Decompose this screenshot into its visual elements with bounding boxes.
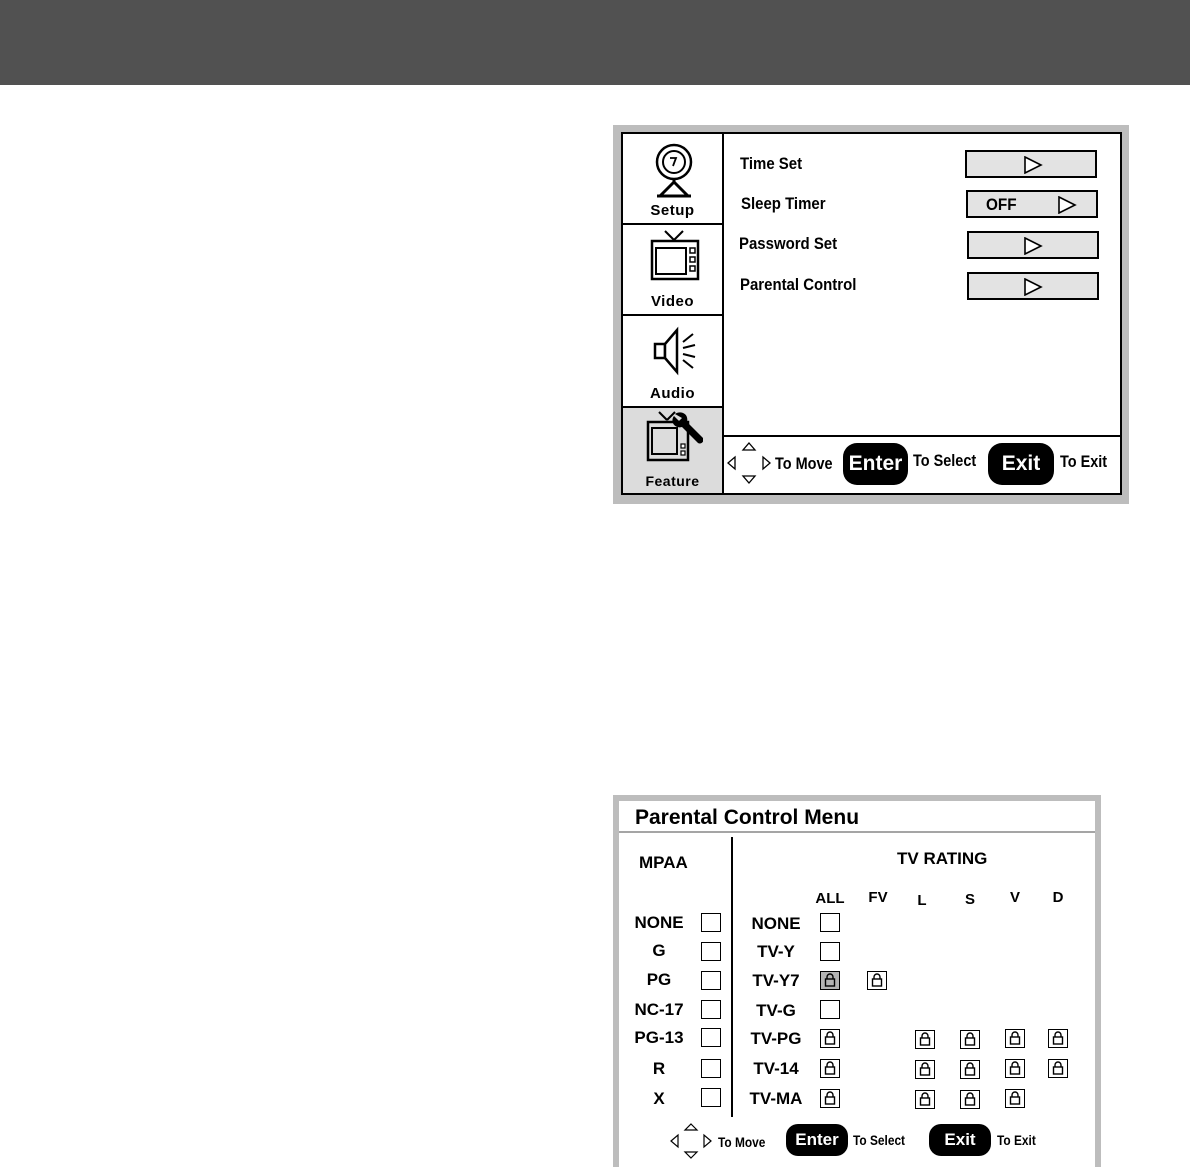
speaker-icon [645, 320, 703, 380]
tv-row-label: TV-MA [749, 1089, 803, 1108]
tv-lock-checkbox[interactable] [960, 1090, 980, 1109]
col-all: ALL [815, 890, 845, 907]
tv-lock-checkbox[interactable] [820, 1089, 840, 1108]
parental-title: Parental Control Menu [635, 806, 860, 829]
parental-menu-frame [613, 795, 1101, 1167]
mpaa-row-label: X [653, 1089, 665, 1108]
to-exit-text: To Exit [997, 1132, 1036, 1148]
tv-lock-checkbox[interactable] [1005, 1059, 1025, 1078]
to-select-text: To Select [913, 451, 977, 470]
mpaa-checkbox[interactable] [701, 1028, 721, 1047]
sleep-timer-label: Sleep Timer [741, 194, 826, 213]
padlock-icon [918, 1032, 932, 1046]
col-s: S [964, 891, 975, 908]
mpaa-row-label: G [652, 941, 666, 960]
tv-lock-checkbox[interactable] [915, 1060, 935, 1079]
to-select-text: To Select [853, 1132, 906, 1148]
tab-video[interactable] [623, 225, 722, 316]
padlock-icon [823, 1091, 837, 1105]
padlock-icon [1008, 1031, 1022, 1045]
padlock-icon [823, 973, 837, 987]
direction-arrows-icon [727, 441, 771, 485]
mpaa-checkbox[interactable] [701, 971, 721, 990]
tv-lock-checkbox[interactable] [820, 1059, 840, 1078]
feature-menu [621, 132, 1122, 495]
padlock-icon [823, 1061, 837, 1075]
tv-row-label: TV-Y7 [752, 971, 800, 990]
to-exit-text: To Exit [1060, 452, 1108, 471]
tv-lock-checkbox[interactable] [915, 1030, 935, 1049]
tv-row-label: TV-Y [757, 942, 795, 961]
mpaa-checkbox[interactable] [701, 1088, 721, 1107]
tv-row-label: TV-PG [750, 1029, 802, 1048]
col-l: L [917, 892, 927, 909]
padlock-icon [1051, 1031, 1065, 1045]
tab-audio[interactable] [623, 316, 722, 408]
col-d: D [1052, 889, 1064, 906]
padlock-icon [963, 1092, 977, 1106]
enter-button[interactable]: Enter [843, 443, 908, 485]
tv-lock-checkbox[interactable] [1005, 1029, 1025, 1048]
mpaa-row-label: R [652, 1059, 666, 1078]
col-v: V [1009, 889, 1020, 906]
sleep-timer-field[interactable] [966, 190, 1098, 218]
tv-lock-checkbox[interactable] [960, 1030, 980, 1049]
exit-button[interactable]: Exit [988, 443, 1054, 485]
mpaa-row-label: NONE [634, 913, 684, 932]
tab-setup-label: Setup [650, 202, 695, 219]
feature-help-bar [724, 435, 1120, 493]
tv-lock-checkbox[interactable] [867, 971, 887, 990]
parental-control-label: Parental Control [740, 275, 857, 294]
tv-row-label: NONE [751, 914, 801, 933]
play-arrow-icon [1023, 278, 1043, 296]
mpaa-checkbox[interactable] [701, 913, 721, 932]
play-arrow-icon [1057, 196, 1077, 214]
mpaa-row-label: PG [646, 970, 672, 989]
mpaa-row-label: PG-13 [634, 1028, 684, 1047]
tv-checkbox[interactable] [820, 942, 840, 961]
exit-button[interactable]: Exit [929, 1124, 991, 1156]
enter-button[interactable]: Enter [786, 1124, 848, 1156]
tv-lock-checkbox[interactable] [915, 1090, 935, 1109]
to-move-text: To Move [775, 454, 833, 473]
tab-setup[interactable] [623, 134, 722, 225]
feature-menu-frame [613, 125, 1129, 504]
tv-rating-header: TV RATING [897, 849, 988, 868]
mpaa-row-label: NC-17 [634, 1000, 684, 1019]
direction-arrows-icon [669, 1123, 713, 1159]
tv-lock-checkbox[interactable] [1048, 1059, 1068, 1078]
menu-tabs [623, 134, 724, 493]
padlock-icon [823, 1031, 837, 1045]
password-set-label: Password Set [739, 234, 838, 253]
col-fv: FV [868, 889, 888, 906]
top-banner [0, 0, 1190, 85]
password-set-field[interactable] [967, 231, 1099, 259]
tab-audio-label: Audio [650, 385, 695, 402]
padlock-icon [1051, 1061, 1065, 1075]
padlock-icon [870, 973, 884, 987]
tv-checkbox[interactable] [820, 1000, 840, 1019]
to-move-text: To Move [718, 1134, 766, 1150]
tv-lock-checkbox[interactable] [960, 1060, 980, 1079]
feature-items [724, 134, 1120, 442]
sleep-timer-value: OFF [986, 195, 1017, 214]
tab-feature[interactable] [623, 408, 722, 493]
padlock-icon [1008, 1091, 1022, 1105]
mpaa-header: MPAA [639, 853, 688, 872]
tv-lock-checkbox[interactable] [820, 971, 840, 990]
mpaa-checkbox[interactable] [701, 942, 721, 961]
parental-control-field[interactable] [967, 272, 1099, 300]
padlock-icon [1008, 1061, 1022, 1075]
tv-lock-checkbox[interactable] [1005, 1089, 1025, 1108]
padlock-icon [963, 1062, 977, 1076]
play-arrow-icon [1023, 237, 1043, 255]
tv-lock-checkbox[interactable] [820, 1029, 840, 1048]
satellite-dish-icon [645, 138, 703, 198]
padlock-icon [963, 1032, 977, 1046]
column-divider [731, 837, 733, 1117]
mpaa-checkbox[interactable] [701, 1000, 721, 1019]
play-arrow-icon [1023, 156, 1043, 174]
tv-icon [645, 229, 703, 289]
padlock-icon [918, 1092, 932, 1106]
tv-lock-checkbox[interactable] [1048, 1029, 1068, 1048]
tab-feature-label: Feature [645, 473, 700, 489]
parental-menu [619, 801, 1095, 1167]
tab-video-label: Video [650, 293, 695, 310]
tv-wrench-icon [645, 410, 703, 470]
padlock-icon [918, 1062, 932, 1076]
tv-row-label: TV-G [756, 1001, 796, 1020]
time-set-label: Time Set [740, 154, 803, 173]
time-set-field[interactable] [965, 150, 1097, 178]
parental-title-bar [619, 801, 1095, 833]
tv-checkbox[interactable] [820, 913, 840, 932]
mpaa-checkbox[interactable] [701, 1059, 721, 1078]
tv-row-label: TV-14 [753, 1059, 799, 1078]
